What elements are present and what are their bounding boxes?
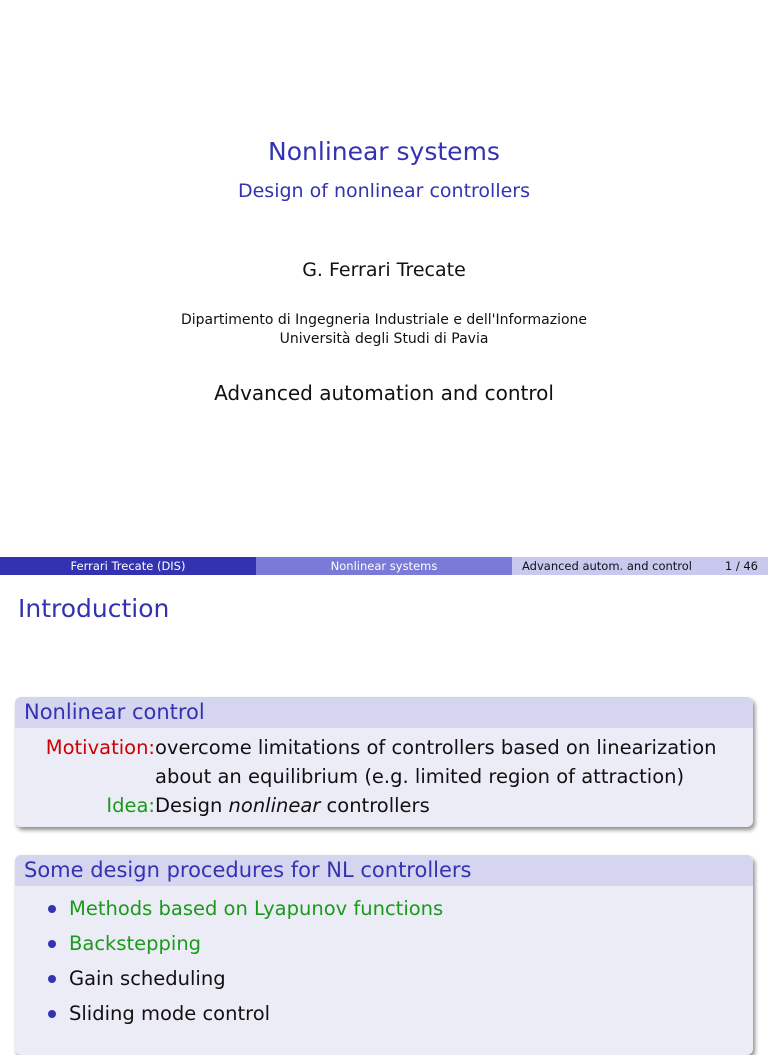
idea-text (155, 791, 430, 820)
presentation-subtitle: Design of nonlinear controllers (237, 180, 531, 202)
bullet-icon (48, 905, 56, 913)
list-item (15, 891, 753, 926)
block-title: Some design procedures for NL controllers (15, 855, 753, 886)
list-item (15, 961, 753, 996)
motivation-text-line1: overcome limitations of controllers based on linearization (155, 736, 717, 759)
idea-text-emphasis: nonlinear (228, 794, 321, 817)
motivation-label: Motivation: (45, 736, 155, 759)
frame-title: Introduction (18, 594, 170, 623)
motivation-row-continued (15, 762, 753, 791)
list-item (15, 926, 753, 961)
list-item-text: Sliding mode control (69, 1002, 271, 1025)
footline-page-number: 1 / 46 (724, 559, 758, 573)
presentation-title: Nonlinear systems (268, 137, 500, 166)
course-name: Advanced automation and control (214, 381, 554, 405)
idea-label: Idea: (106, 794, 155, 817)
footline-course-section (512, 557, 768, 575)
motivation-text-line2: about an equilibrium (e.g. limited region of attraction) (155, 765, 685, 788)
list-item (15, 996, 753, 1031)
list-item-text: Backstepping (69, 932, 202, 955)
footline-title: Nonlinear systems (256, 557, 512, 575)
introduction-slide (0, 575, 768, 1024)
design-procedures-block (15, 855, 753, 1055)
bullet-icon (48, 940, 56, 948)
idea-text-post: controllers (320, 794, 430, 817)
block-body (15, 886, 753, 1039)
idea-text-pre: Design (155, 794, 229, 817)
footline-course: Advanced autom. and control (522, 559, 693, 573)
bullet-icon (48, 1010, 56, 1018)
institute-university: Università degli Studi di Pavia (279, 331, 489, 347)
list-item-text: Methods based on Lyapunov functions (69, 897, 444, 920)
nonlinear-control-block (15, 697, 753, 827)
block-title: Nonlinear control (15, 697, 753, 728)
procedures-list (15, 891, 753, 1031)
idea-row (15, 791, 753, 820)
slide-footline (0, 557, 768, 575)
motivation-row (15, 733, 753, 762)
block-body (15, 728, 753, 827)
bullet-icon (48, 975, 56, 983)
list-item-text: Gain scheduling (69, 967, 226, 990)
author-name: G. Ferrari Trecate (302, 259, 466, 281)
institute-department: Dipartimento di Ingegneria Industriale e dell'Informazione (180, 312, 588, 328)
footline-author: Ferrari Trecate (DIS) (0, 557, 256, 575)
